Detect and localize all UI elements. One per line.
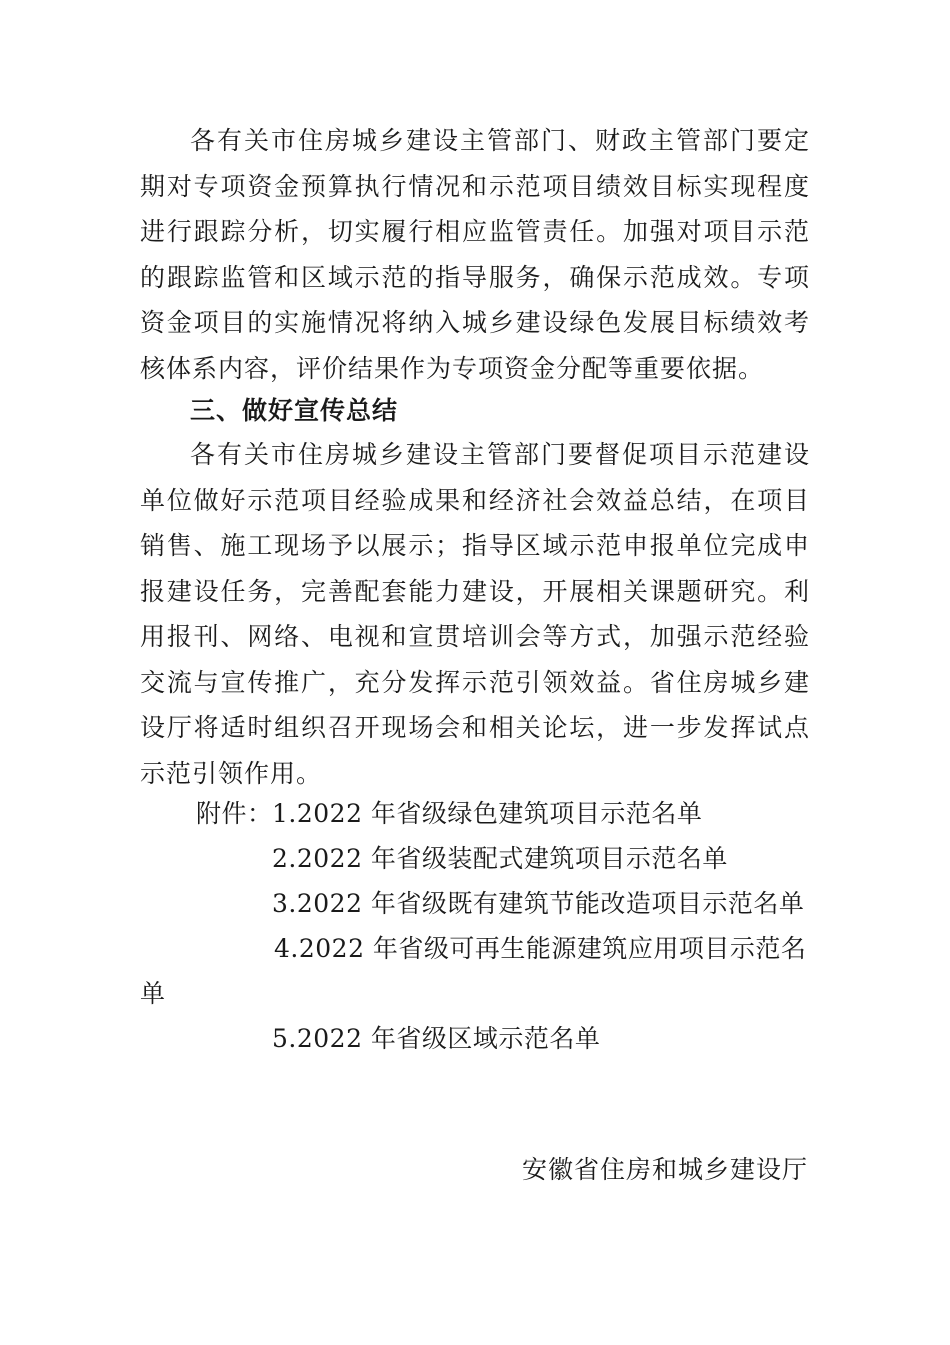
attachment-item: 1.2022 年省级绿色建筑项目示范名单	[272, 799, 703, 828]
paragraph-supervision: 各有关市住房城乡建设主管部门、财政主管部门要定期对专项资金预算执行情况和示范项目绩效目标实现程度进行跟踪分析，切实履行相应监管责任。加强对项目示范的跟踪监管和区域示范的指导服务，确保示范成效。专项资金项目的实施情况将纳入城乡建设绿色发展目标绩效考核体系内容，评价结果作为专项资金分配等重要依据。	[140, 126, 810, 383]
attachment-item: 3.2022 年省级既有建筑节能改造项目示范名单	[272, 889, 805, 918]
section-heading-publicity: 三、做好宣传总结	[190, 396, 399, 425]
attachment-item: 2.2022 年省级装配式建筑项目示范名单	[272, 844, 728, 873]
attachment-label: 附件：	[196, 799, 273, 828]
attachment-item: 5.2022 年省级区域示范名单	[272, 1024, 601, 1053]
paragraph-publicity: 各有关市住房城乡建设主管部门要督促项目示范建设单位做好示范项目经验成果和经济社会效益总结，在项目销售、施工现场予以展示；指导区域示范申报单位完成申报建设任务，完善配套能力建设，开展相关课题研究。利用报刊、网络、电视和宣贯培训会等方式，加强示范经验交流与宣传推广，充分发挥示范引领效益。省住房城乡建设厅将适时组织召开现场会和相关论坛，进一步发挥试点示范引领作用。	[140, 440, 810, 788]
issuer-signature: 安徽省住房和城乡建设厅	[521, 1155, 808, 1184]
attachment-item: 4.2022 年省级可再生能源建筑应用项目示范名单	[140, 934, 807, 1008]
